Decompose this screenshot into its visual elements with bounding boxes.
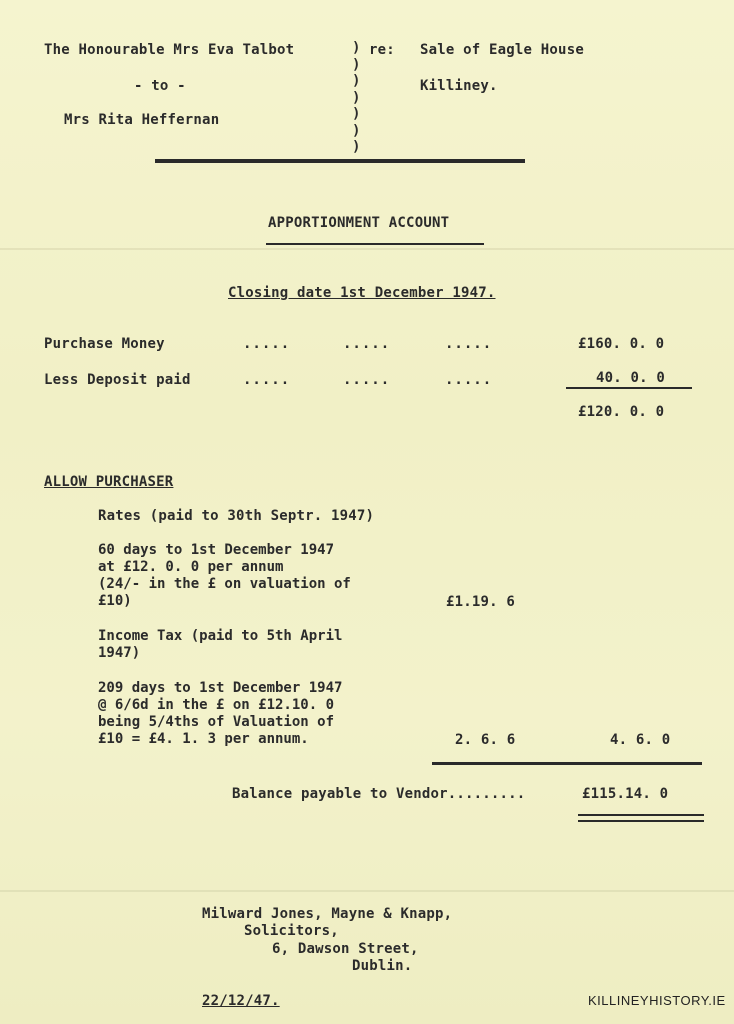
page-title: APPORTIONMENT ACCOUNT <box>268 215 450 231</box>
rates-title: Rates (paid to 30th Septr. 1947) <box>98 508 375 524</box>
subtotal-value: £120. 0. 0 <box>578 404 665 420</box>
solicitor-title: Solicitors, <box>244 923 339 939</box>
header-rule <box>155 159 525 163</box>
party-two: Mrs Rita Heffernan <box>64 112 220 128</box>
deposit-value: 40. 0. 0 <box>596 370 666 386</box>
paper-fold <box>0 248 734 250</box>
income-tax-title: Income Tax (paid to 5th April 1947) <box>98 628 343 661</box>
party-one: The Honourable Mrs Eva Talbot <box>44 42 295 58</box>
leader-dots: ..... <box>445 372 493 388</box>
deposit-label: Less Deposit paid <box>44 372 191 388</box>
balance-double-rule-top <box>578 814 704 816</box>
allow-total: 4. 6. 0 <box>610 732 671 748</box>
re-line-2: Killiney. <box>420 78 498 94</box>
bracket-column: ) ) ) ) ) ) ) <box>352 40 361 155</box>
leader-dots: ..... <box>343 372 391 388</box>
leader-dots: ..... <box>343 336 391 352</box>
watermark-credit: KILLINEYHISTORY.IE <box>588 993 726 1008</box>
total-rule <box>432 762 702 765</box>
leader-dots: ..... <box>243 372 291 388</box>
allow-purchaser-heading: ALLOW PURCHASER <box>44 474 174 490</box>
solicitor-street: 6, Dawson Street, <box>272 941 419 957</box>
re-label: re: <box>369 42 395 58</box>
title-underline <box>266 243 484 245</box>
to-connector: - to - <box>134 78 186 94</box>
deposit-underline <box>566 387 692 389</box>
document-date: 22/12/47. <box>202 993 280 1009</box>
solicitor-firm: Milward Jones, Mayne & Knapp, <box>202 906 453 922</box>
leader-dots: ..... <box>243 336 291 352</box>
paper-fold <box>0 890 734 892</box>
rates-detail: 60 days to 1st December 1947 at £12. 0. 0 per annum (24/- in the £ on valuation of £10) <box>98 542 351 609</box>
rates-amount: £1.19. 6 <box>446 594 516 610</box>
leader-dots: ..... <box>445 336 493 352</box>
balance-label: Balance payable to Vendor......... <box>232 786 526 802</box>
income-tax-detail: 209 days to 1st December 1947 @ 6/6d in the £ on £12.10. 0 being 5/4ths of Valuation of £10 = £4. 1. 3 per annum. <box>98 680 343 747</box>
purchase-money-label: Purchase Money <box>44 336 165 352</box>
solicitor-city: Dublin. <box>352 958 413 974</box>
re-line-1: Sale of Eagle House <box>420 42 584 58</box>
balance-value: £115.14. 0 <box>582 786 669 802</box>
balance-double-rule-bottom <box>578 820 704 822</box>
closing-date: Closing date 1st December 1947. <box>228 285 496 301</box>
purchase-money-value: £160. 0. 0 <box>578 336 665 352</box>
income-tax-amount: 2. 6. 6 <box>455 732 516 748</box>
